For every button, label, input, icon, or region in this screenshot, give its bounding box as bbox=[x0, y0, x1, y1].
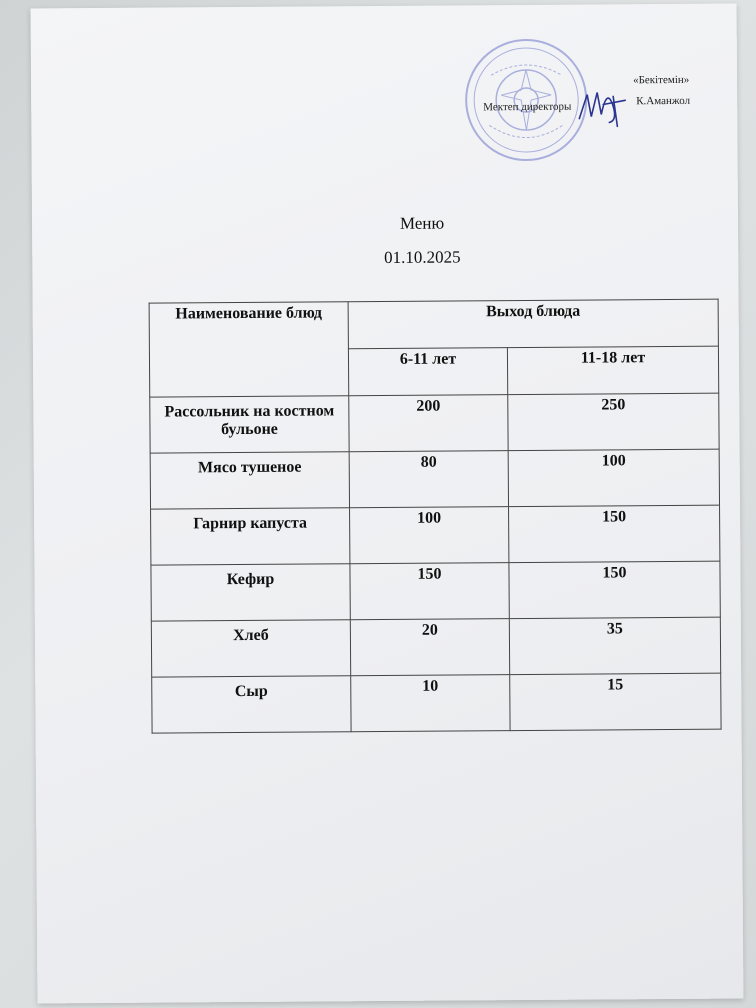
dish-name: Рассольник на костном бульоне bbox=[150, 396, 349, 453]
document-date: 01.10.2025 bbox=[383, 247, 461, 268]
dish-name: Мясо тушеное bbox=[150, 452, 349, 509]
document-title: Меню bbox=[399, 213, 445, 233]
approval-label: «Бекітемін» bbox=[633, 73, 690, 87]
header-dish-name: Наименование блюд bbox=[149, 302, 349, 397]
portion-age-6-11: 20 bbox=[350, 619, 509, 676]
director-name: К.Аманжол bbox=[636, 94, 691, 108]
portion-age-11-18: 150 bbox=[509, 505, 720, 562]
table-row bbox=[151, 505, 720, 565]
table-row bbox=[151, 617, 720, 677]
table-row bbox=[152, 673, 721, 733]
table-row bbox=[150, 393, 719, 453]
portion-age-11-18: 100 bbox=[508, 449, 719, 506]
dish-name: Кефир bbox=[151, 564, 350, 621]
portion-age-6-11: 100 bbox=[350, 507, 509, 564]
portion-age-11-18: 250 bbox=[508, 393, 719, 450]
portion-age-11-18: 35 bbox=[509, 617, 720, 674]
header-age-6-11: 6-11 лет bbox=[348, 348, 507, 396]
menu-table bbox=[149, 299, 722, 734]
paper-sheet bbox=[31, 4, 744, 1004]
table-row bbox=[150, 449, 719, 509]
portion-age-11-18: 150 bbox=[509, 561, 720, 618]
dish-name: Хлеб bbox=[151, 620, 350, 677]
portion-age-6-11: 150 bbox=[350, 563, 509, 620]
portion-age-6-11: 200 bbox=[349, 395, 508, 452]
header-portion-output: Выход блюда bbox=[348, 299, 718, 349]
dish-name: Сыр bbox=[152, 676, 351, 733]
dish-name: Гарнир капуста bbox=[151, 508, 350, 565]
director-label: Мектеп директоры bbox=[483, 100, 572, 114]
portion-age-6-11: 80 bbox=[349, 451, 508, 508]
portion-age-6-11: 10 bbox=[351, 675, 510, 732]
header-age-11-18: 11-18 лет bbox=[507, 346, 718, 394]
portion-age-11-18: 15 bbox=[510, 673, 721, 730]
table-row bbox=[151, 561, 720, 621]
table-header-row bbox=[149, 299, 718, 350]
director-signature bbox=[573, 76, 633, 131]
